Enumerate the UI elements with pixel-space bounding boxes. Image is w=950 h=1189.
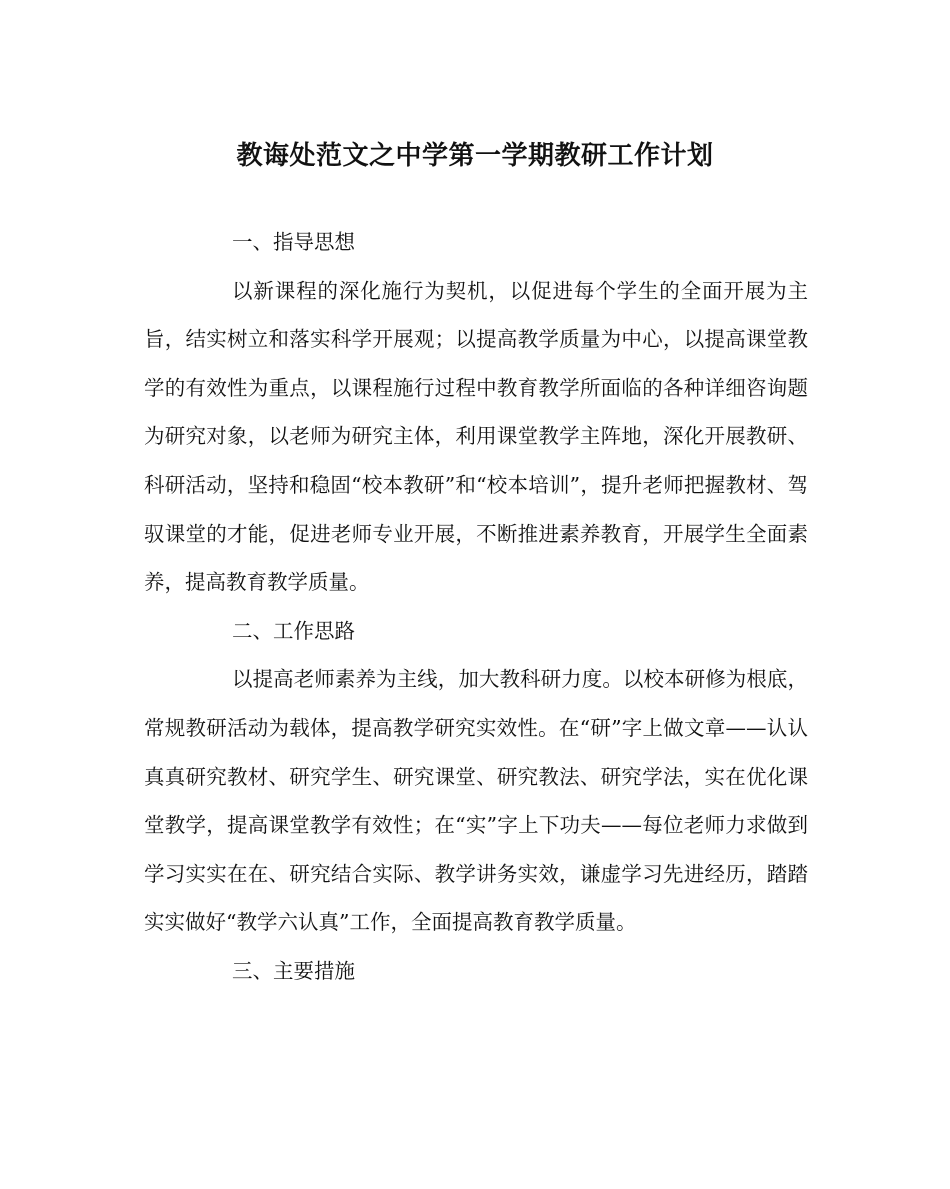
section-heading-work-approach: 二、工作思路 xyxy=(232,618,355,643)
document-body xyxy=(144,218,808,996)
section-heading-guiding-ideology: 一、指导思想 xyxy=(232,230,355,254)
document-title: 教诲处范文之中学第一学期教研工作计划 xyxy=(236,141,714,171)
section-heading-main-measures: 三、主要措施 xyxy=(232,958,355,983)
section-paragraph-work-approach: 以提高老师素养为主线，加大教科研力度。以校本研修为根底，常规教研活动为载体，提高教学研究实效性。在“研”字上做文章——认认真真研究教材、研究学生、研究课堂、研究教法、研究学法，实在优化课堂教学，提高课堂教学有效性；在“实”字上下功夫——每位老师力求做到学习实实在在、研究结合实际、教学讲务实效，谦虚学习先进经历，踏踏实实做好“教学六认真”工作，全面提高教育教学质量。 xyxy=(144,667,808,935)
section-paragraph-guiding-ideology: 以新课程的深化施行为契机，以促进每个学生的全面开展为主旨，结实树立和落实科学开展观；以提高教学质量为中心，以提高课堂教学的有效性为重点，以课程施行过程中教育教学所面临的各种详细咨询题为研究对象，以老师为研究主体，利用课堂教学主阵地，深化开展教研、科研活动，坚持和稳固“校本教研”和“校本培训”，提升老师把握教材、驾驭课堂的才能，促进老师专业开展，不断推进素养教育，开展学生全面素养，提高教育教学质量。 xyxy=(144,278,808,595)
